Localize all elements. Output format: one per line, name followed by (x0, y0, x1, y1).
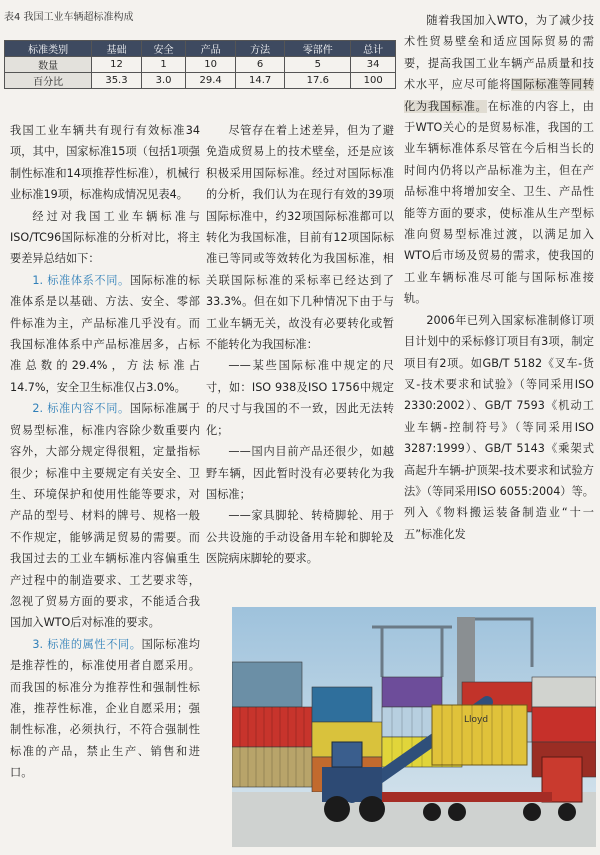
container-brand-text: Lloyd (464, 715, 489, 725)
section-heading: 3. 标准的属性不同。 (32, 637, 142, 651)
table-cell: 12 (92, 57, 141, 73)
paragraph-text: 国际标准均是推荐性的，标准使用者自愿采用。而我国的标准分为推荐性和强制性标准，推荐性标准，企业自愿采用；强制性标准，必须执行，不符合强制性标准的产品，禁止生产、销售和进口。 (10, 637, 200, 780)
table-cell: 5 (285, 57, 351, 73)
paragraph: 经过对我国工业车辆标准与ISO/TC96国际标准的分析对比，将主要差异总结如下： (10, 209, 200, 266)
table-cell: 1 (141, 57, 186, 73)
table-cell: 百分比 (5, 73, 92, 89)
table-cell: 29.4 (186, 73, 235, 89)
paragraph-text: 国际标准属于贸易型标准，标准内容除少数重要内容外，大部分规定得很粗，定量指标很少；标准中主要规定有关安全、卫生、环境保护和使用性能等要求，对产品的型号、材料的牌号、规格一般不作规定，能够满足贸易的需要。而我国过去的工业车辆标准内容偏重生产过程中的制造要求、工艺要求等，忽视了贸易方面的要求，不能适合我国加入WTO后对标准的要求。 (10, 402, 200, 630)
table-cell: 3.0 (141, 73, 186, 89)
section-heading: 1. 标准体系不同。 (32, 273, 130, 287)
paragraph-text: 在标准的内容上，由于WTO关心的是贸易标准，我国的工业车辆标准体系尽管在今后相当长的时间内仍将以产品标准为主，但在产品标准中将增加安全、卫生、产品性能等方面的要求，使标准从生产型标准向贸易型标准过渡，以满足加入WTO后市场及贸易的需求，使我国的工业车辆标准尽可能与国际标准接轨。 (404, 99, 594, 306)
table-cell: 14.7 (235, 73, 284, 89)
column-3 (404, 10, 594, 545)
paragraph: 我国工业车辆共有现行有效标准34项，其中，国家标准15项（包括1项强制性标准和14项推荐性标准），机械行业标准19项，标准构成情况见表4。 (10, 124, 200, 202)
section-heading: 2. 标准内容不同。 (32, 402, 130, 416)
paragraph (404, 10, 594, 310)
paragraph: ——国内目前产品还很少，如越野车辆，因此暂时没有必要转化为我国标准； (206, 445, 394, 501)
paragraph-text: 国际标准的标准体系是以基础、方法、安全、零部件标准为主，产品标准几乎没有。而我国标准体系中产品标准居多，占标准总数的29.4%，方法标准占14.7%，安全卫生标准仅占3.0%。 (10, 273, 200, 394)
paragraph: ——某些国际标准中规定的尺寸，如：ISO 938及ISO 1756中规定的尺寸与我国的不一致，因此无法转化； (206, 359, 394, 437)
table-cell: 34 (351, 57, 396, 73)
table-header-cell: 标准类别 (5, 41, 92, 57)
table-header-cell: 基础 (92, 41, 141, 57)
paragraph (10, 270, 200, 398)
paragraph: ——家具脚轮、转椅脚轮、用于公共设施的手动设备用车轮和脚轮及医院病床脚轮的要求。 (206, 509, 394, 566)
column-1 (10, 120, 200, 784)
table-cell: 35.3 (92, 73, 141, 89)
paragraph: 尽管存在着上述差异，但为了避免造成贸易上的技术壁垒，还是应该积极采用国际标准。经过对国际标准的分析，我们认为在现行有效的39项国际标准中，约32项国际标准都可以转化为我国标准，目前有12项国际标准已等同或等效转化为我国标准，相关联国际标准的采标率已经达到了33.3%。但在如下几种情况下由于与工业车辆无关，故没有必要转化或暂不能转化为我国标准： (206, 124, 394, 352)
standards-table (4, 40, 396, 89)
table-row (5, 73, 396, 89)
table-header-row (5, 41, 396, 57)
table-caption: 表4 我国工业车辆超标准构成 (4, 12, 134, 23)
paragraph (404, 310, 594, 545)
table-row (5, 57, 396, 73)
paragraph (10, 634, 200, 784)
table-header-cell: 方法 (235, 41, 284, 57)
table-cell: 10 (186, 57, 235, 73)
table-header-cell: 总计 (351, 41, 396, 57)
photo-illustration (232, 607, 596, 847)
paragraph-text: 2006年已列入国家标准制修订项目计划中的采标修订项目有3项，制定项目有2项。如GB/T 5182《叉车-货叉-技术要求和试验》（等同采用ISO 2330:2002）、GB/T 7593《机动工业车辆-控制符号》（等同采用ISO 3287:1999）、GB/T 5143《乘架式高起升车辆-护顶架-技术要求和试验方法》（等同采用ISO 6055:2004）等。列入《物料搬运装备制造业“十一五”标准化发 (404, 313, 594, 541)
table-cell: 6 (235, 57, 284, 73)
table-header-cell: 零部件 (285, 41, 351, 57)
table-header-cell: 产品 (186, 41, 235, 57)
table-cell: 数量 (5, 57, 92, 73)
table-cell: 100 (351, 73, 396, 89)
port-container-photo (232, 607, 596, 847)
table-cell: 17.6 (285, 73, 351, 89)
table-header-cell: 安全 (141, 41, 186, 57)
paragraph-text: 随着我国加入WTO，为了减少技术性贸易壁垒和适应国际贸易的需要，提高我国工业车辆产品质量和技术水平，应尽可能将 (404, 14, 594, 92)
highlighted-text: 国际标准等同转化为我国标准。 (404, 78, 594, 113)
paragraph (10, 398, 200, 633)
column-2 (206, 120, 394, 570)
